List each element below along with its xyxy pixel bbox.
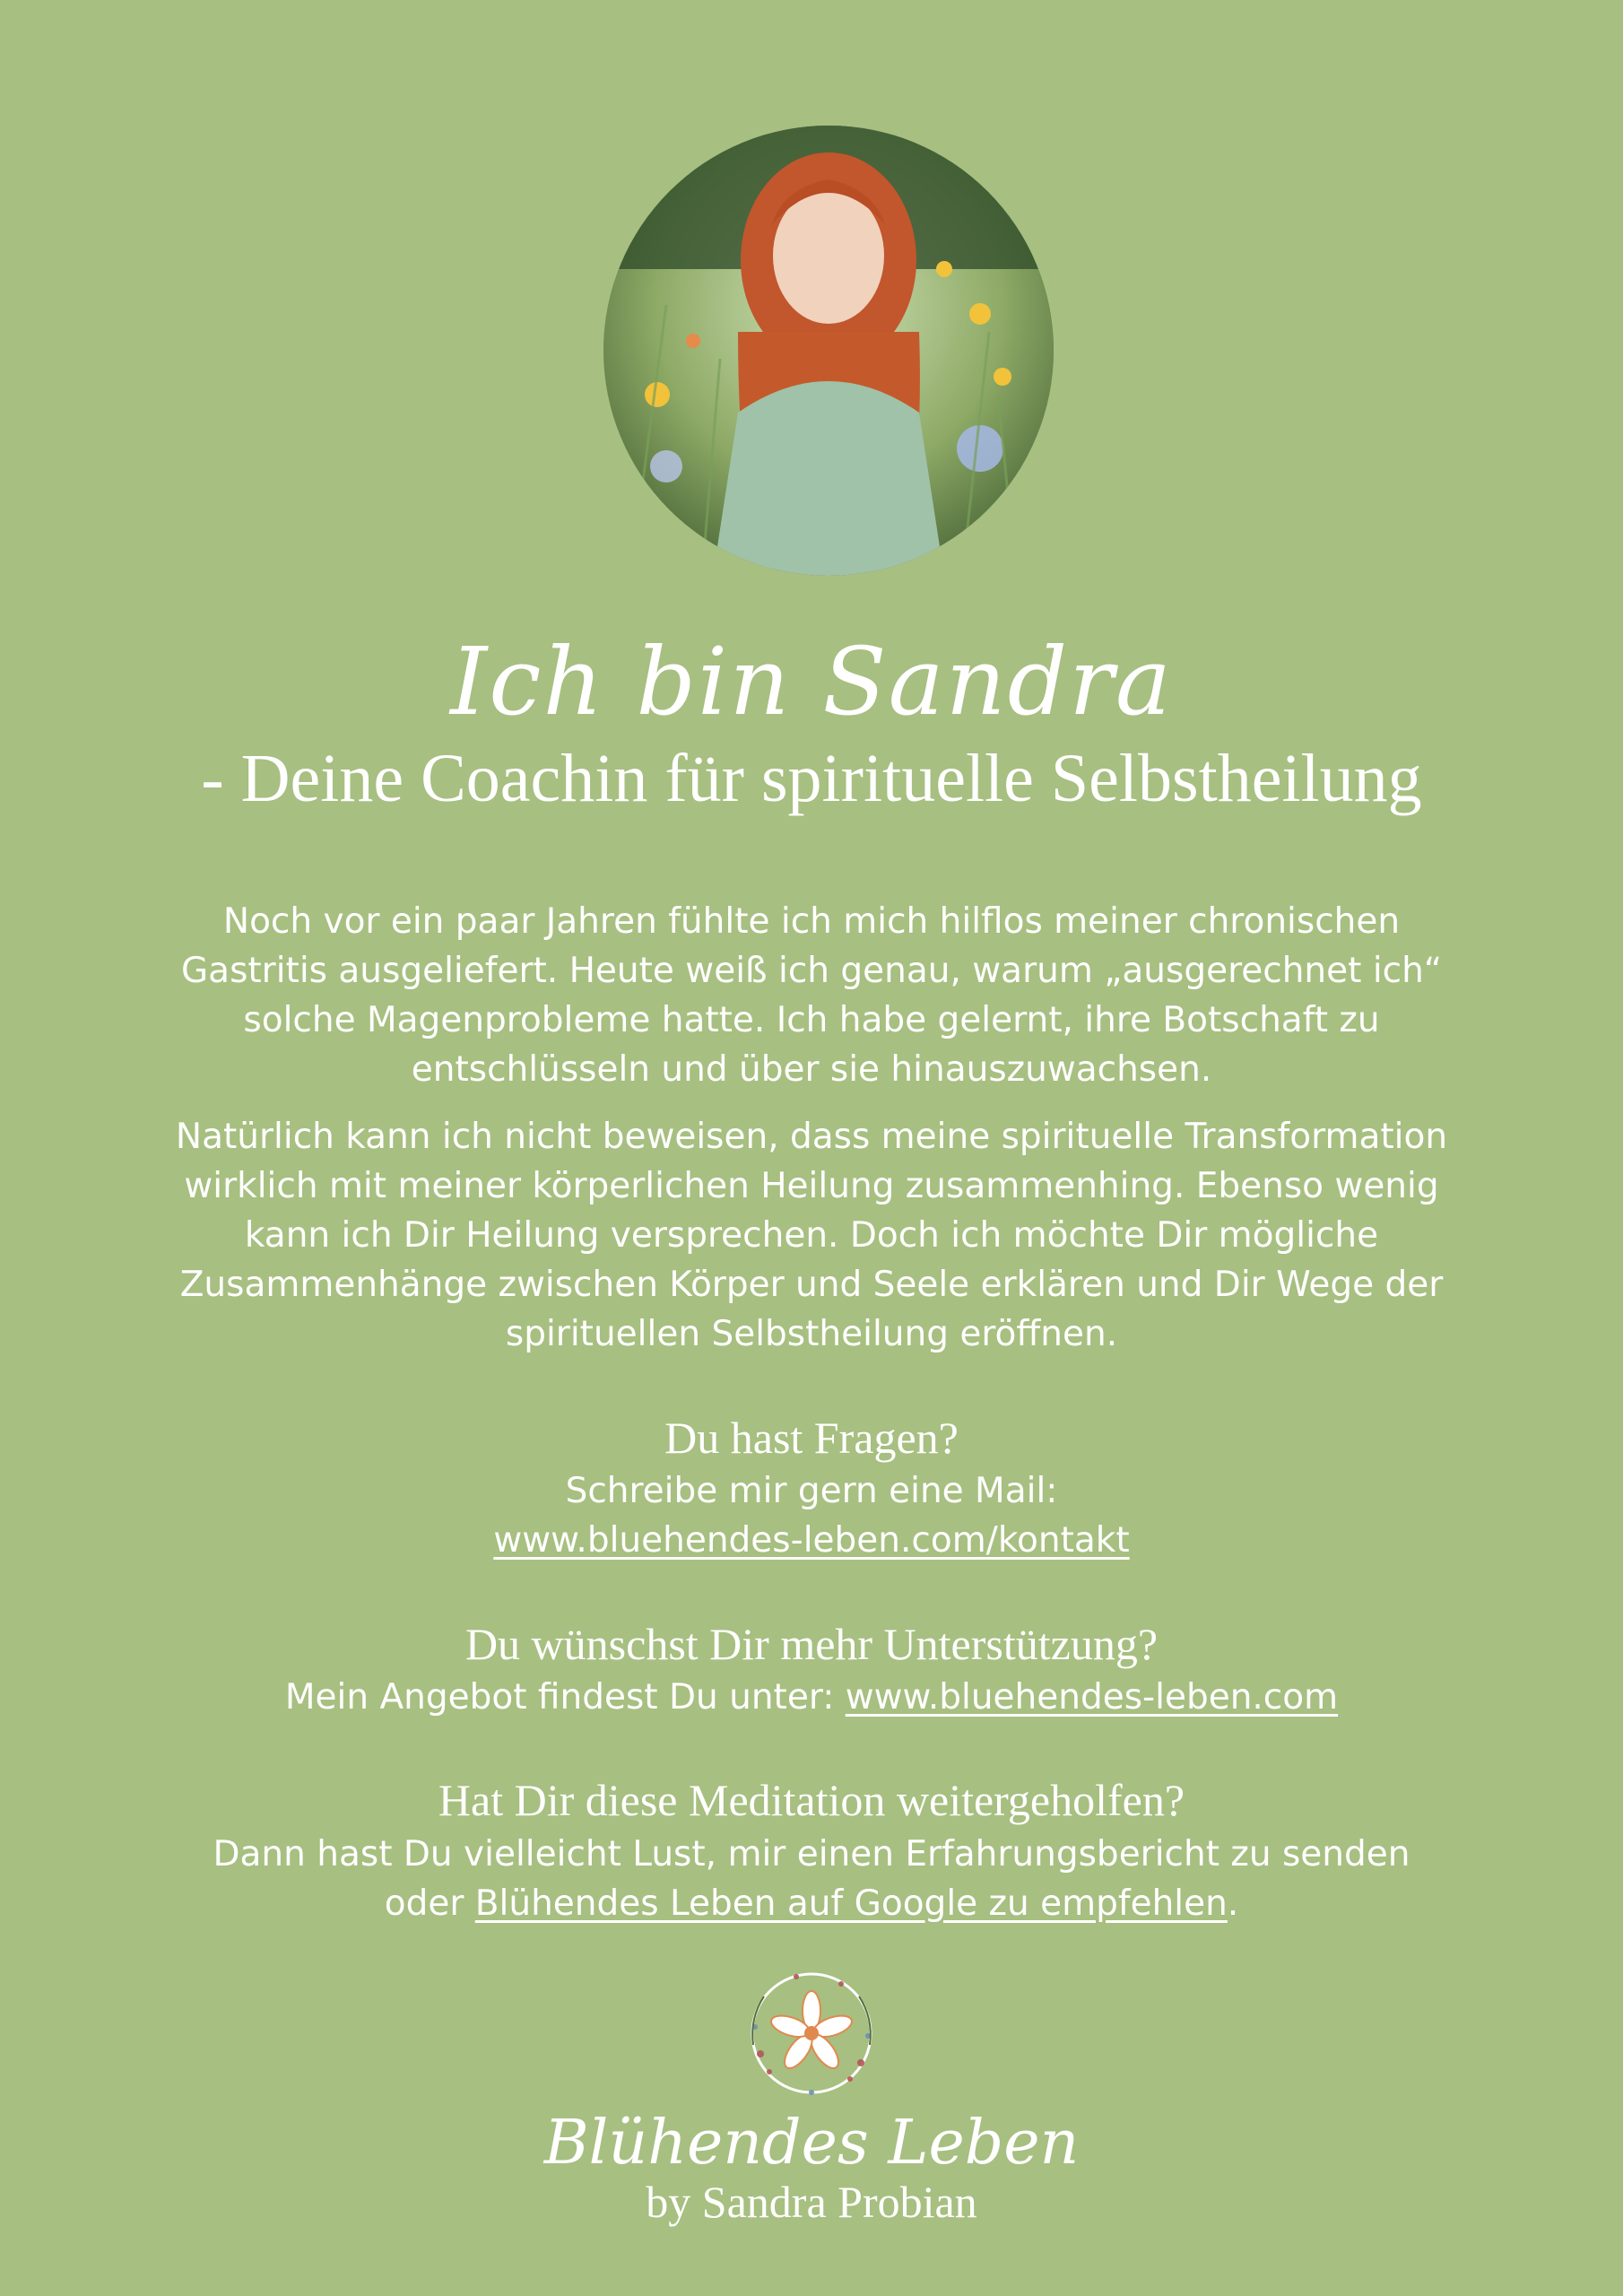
questions-heading: Du hast Fragen? [664, 1413, 959, 1463]
feedback-heading: Hat Dir diese Meditation weitergeholfen? [438, 1775, 1185, 1825]
flower-wreath-logo-icon [742, 1964, 881, 2102]
questions-line [0, 1516, 1623, 1565]
support-heading: Du wünschst Dir mehr Unterstützung? [464, 1619, 1159, 1669]
brand-name: Blühendes Leben [543, 2108, 1080, 2179]
support-text: Mein Angebot findest Du unter: [284, 1677, 846, 1718]
paragraph-line: Natürlich kann ich nicht beweisen, dass meine spirituelle Transformation [175, 1117, 1448, 1157]
questions-text: Schreibe mir gern eine Mail: [565, 1471, 1058, 1511]
paragraph-line: Zusammenhänge zwischen Körper und Seele erklären und Dir Wege der [179, 1265, 1444, 1305]
page-subtitle: - Deine Coachin für spirituelle Selbstheilung [201, 741, 1422, 816]
feedback-text-line-2 [0, 1879, 1623, 1928]
paragraph-line: entschlüsseln und über sie hinauszuwachsen. [411, 1049, 1212, 1090]
website-link[interactable]: www.bluehendes-leben.com [845, 1677, 1339, 1718]
paragraph-line: spirituellen Selbstheilung eröffnen. [505, 1314, 1118, 1354]
intro-paragraph-2 [108, 1112, 1515, 1359]
paragraph-line: solche Magenprobleme hatte. Ich habe gelernt, ihre Botschaft zu [243, 1000, 1380, 1040]
paragraph-line: Noch vor ein paar Jahren fühlte ich mich hilflos meiner chronischen [222, 901, 1401, 942]
intro-paragraph-1 [108, 897, 1515, 1094]
brand-byline: by Sandra Probian [646, 2177, 977, 2227]
feedback-text-line-1: Dann hast Du vielleicht Lust, mir einen Erfahrungsbericht zu senden [213, 1834, 1410, 1874]
feedback-suffix: . [1227, 1883, 1239, 1924]
paragraph-line: wirklich mit meiner körperlichen Heilung zusammenhing. Ebenso wenig [184, 1166, 1439, 1206]
paragraph-line: kann ich Dir Heilung versprechen. Doch ich möchte Dir mögliche [244, 1215, 1379, 1256]
feedback-prefix: oder [384, 1883, 475, 1924]
google-review-link[interactable]: Blühendes Leben auf Google zu empfehlen [474, 1883, 1228, 1924]
contact-link[interactable]: www.bluehendes-leben.com/kontakt [493, 1520, 1130, 1561]
support-line [0, 1673, 1623, 1722]
script-title: Ich bin Sandra [450, 627, 1173, 736]
portrait-photo [603, 126, 1054, 576]
paragraph-line: Gastritis ausgeliefert. Heute weiß ich genau, warum „ausgerechnet ich“ [180, 951, 1443, 991]
